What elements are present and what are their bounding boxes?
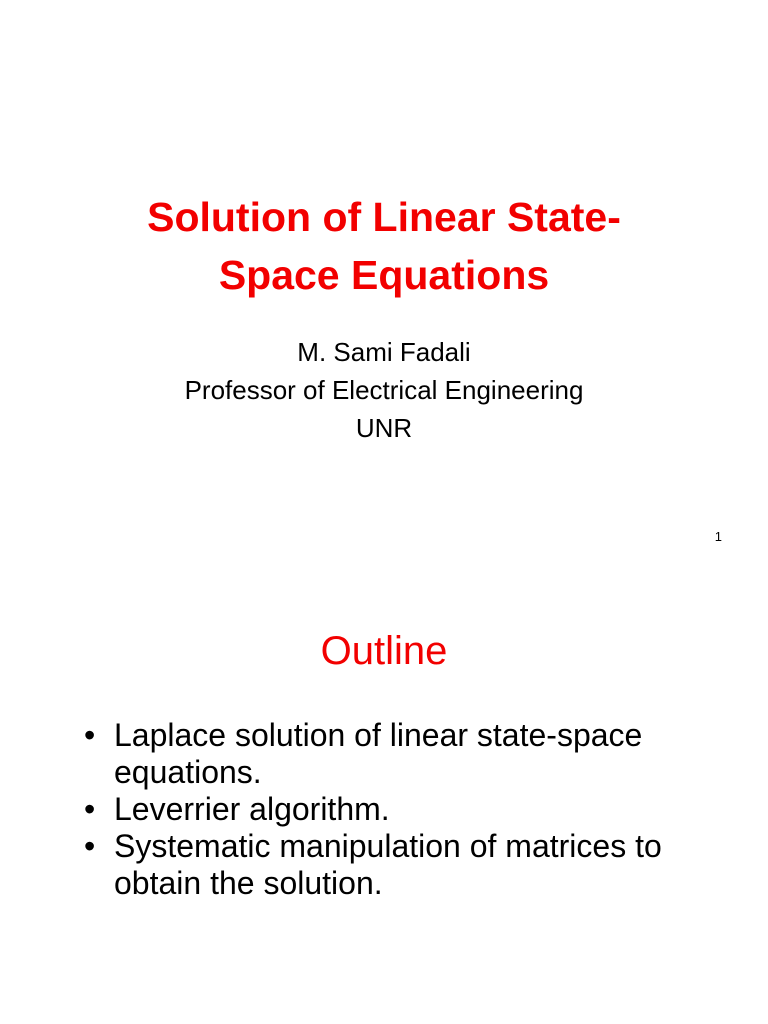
list-item [84,791,724,828]
author-position: Professor of Electrical Engineering [184,375,584,405]
list-item [84,828,724,902]
outline-slide [0,560,768,1024]
author-institution: UNR [355,413,413,443]
bullet-icon: • [84,717,96,753]
list-item-text-line: equations. [114,754,262,790]
title-line-1: Solution of Linear State- [147,194,621,240]
list-item-text-line: obtain the solution. [114,865,383,901]
list-item-text-line: Leverrier algorithm. [114,791,390,827]
list-item [84,717,724,791]
list-item-text-line: Laplace solution of linear state-space [114,717,643,753]
outline-title: Outline [320,629,448,673]
author-block [0,333,768,447]
author-name: M. Sami Fadali [297,337,471,367]
bullet-icon: • [84,791,96,827]
bullet-icon: • [84,828,96,864]
outline-list [84,717,724,902]
presentation-title [0,188,768,304]
title-line-2: Space Equations [218,252,550,298]
page-number: 1 [714,529,722,544]
list-item-text-line: Systematic manipulation of matrices to [114,828,662,864]
